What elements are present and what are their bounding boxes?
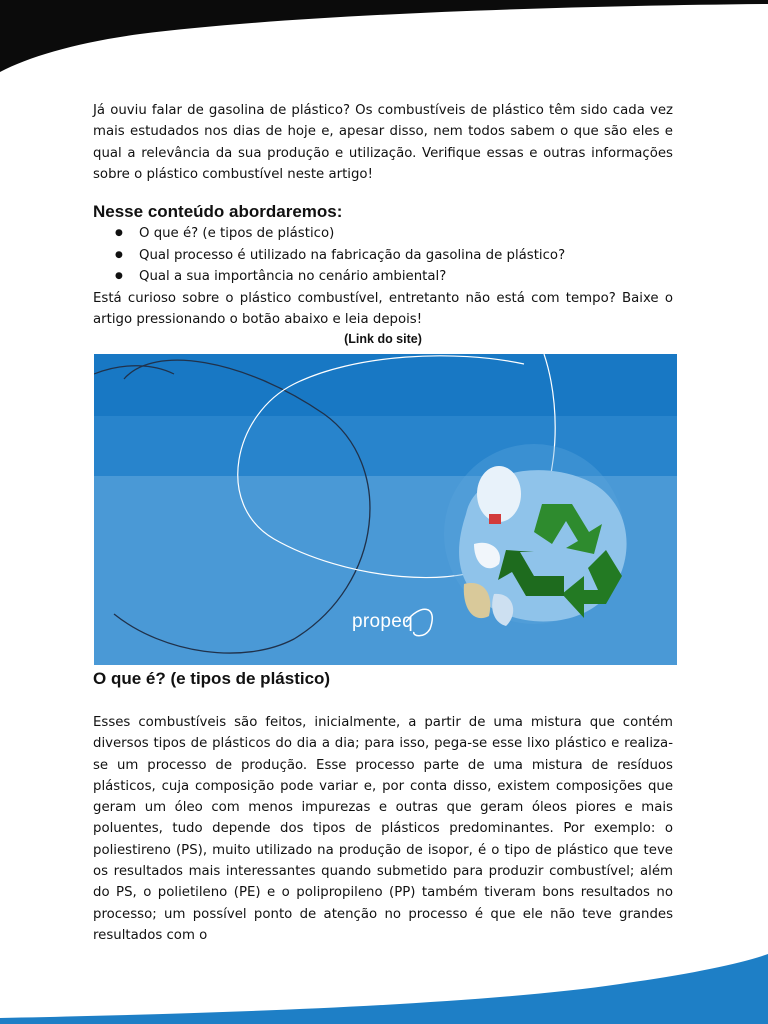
topics-heading: Nesse conteúdo abordaremos: (93, 202, 343, 222)
section-heading: O que é? (e tipos de plástico) (93, 669, 331, 688)
intro-paragraph: Já ouviu falar de gasolina de plástico? Os combustíveis de plástico têm sido cada vez mais estudados nos dias de hoje e, apesar disso, nem todos sabem o que são eles e qual a relevância da sua produção e utilização. Verifique essas e outras informações sobre o plástico combustível neste artigo! (93, 103, 673, 182)
article-banner-image (94, 354, 677, 665)
header-swoosh-decoration (0, 0, 768, 80)
site-link[interactable]: (Link do site) (344, 332, 422, 347)
document-body (93, 100, 673, 348)
section-body: Esses combustíveis são feitos, inicialmente, a partir de uma mistura que contém diversos tipos de plásticos do dia a dia; para isso, pega-se esse lixo plástico e realiza-se um processo de produção. Esse processo parte de uma mistura de resíduos plásticos, cuja composição pode variar e, por conta disso, existem composições que geram um óleo com menos impurezas e outras que geram óleos piores e mais poluentes, tudo depende dos tipos de plásticos predominantes. Por exemplo: o poliestireno (PS), muito utilizado na produção de isopor, é o tipo de plástico que teve os resultados mais interessantes quando submetido para produzir combustível; além do PS, o polietileno (PE) e o polipropileno (PP) também tiveram bons resultados no processo; um possível ponto de atenção no processo é que ele não teve grandes resultados com o (93, 715, 673, 943)
topics-list (93, 223, 673, 288)
section-what-is (93, 668, 673, 946)
list-item: ● Qual processo é utilizado na fabricação da gasolina de plástico? (139, 245, 673, 267)
list-item: ● O que é? (e tipos de plástico) (139, 223, 673, 245)
propeq-logo-text: propeq (352, 611, 413, 632)
download-paragraph: Está curioso sobre o plástico combustível, entretanto não está com tempo? Baixe o artigo pressionando o botão abaixo e leia depois! (93, 290, 673, 327)
footer-swoosh-decoration (0, 944, 768, 1024)
list-item: ● Qual a sua importância no cenário ambiental? (139, 266, 673, 288)
